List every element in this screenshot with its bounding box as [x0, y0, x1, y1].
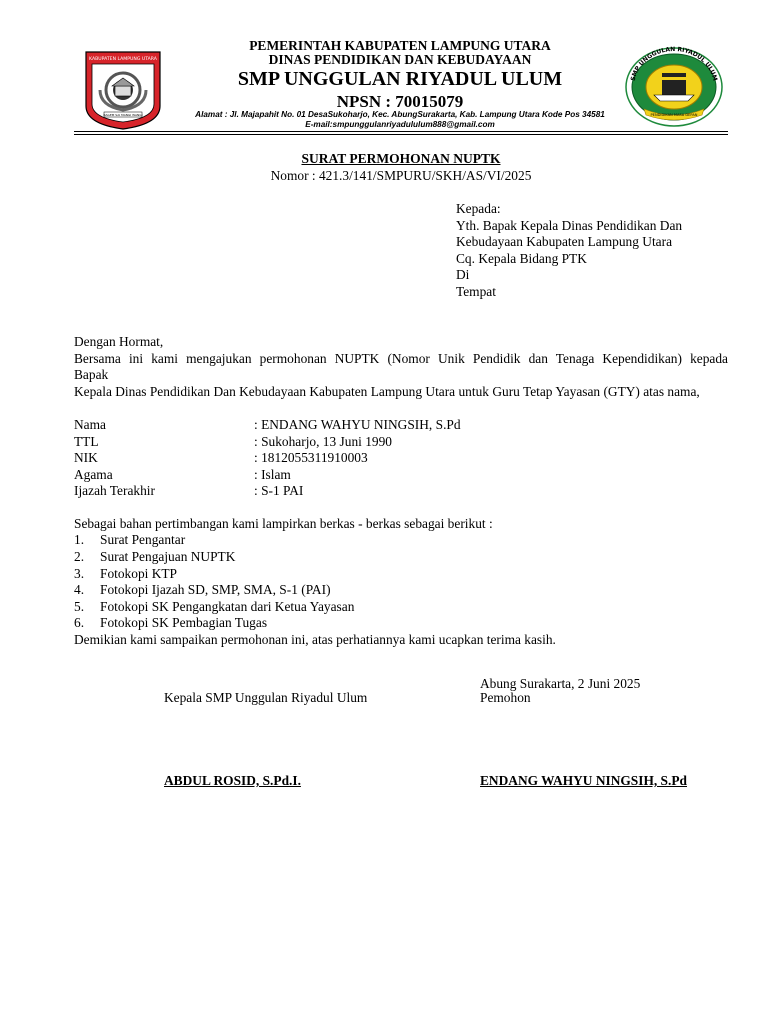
intro-line-2: Bapak — [74, 367, 109, 382]
recipient-line: Kebudayaan Kabupaten Lampung Utara — [456, 234, 673, 250]
list-text: Surat Pengajuan NUPTK — [100, 549, 236, 564]
recipient-block — [456, 201, 736, 301]
field-value: : S-1 PAI — [254, 483, 304, 498]
list-number: 2. — [74, 549, 85, 564]
letterhead-address: Alamat : Jl. Majapahit No. 01 DesaSukoharjo, Kec. AbungSurakarta, Kab. Lampung Utara Kode Pos 34581 — [195, 110, 605, 119]
field-label: TTL — [74, 434, 99, 449]
list-text: Fotokopi SK Pembagian Tugas — [100, 615, 268, 630]
logo-left-bottom-text: RAGEM SAI MANGI WANGI — [103, 113, 143, 117]
letterhead-npsn: NPSN : 70015079 — [336, 92, 464, 111]
field-row-nik — [74, 450, 674, 467]
field-value: : ENDANG WAHYU NINGSIH, S.Pd — [254, 417, 461, 432]
recipient-line: Tempat — [456, 283, 496, 299]
letterhead-divider — [74, 131, 728, 132]
logo-right-top-text: SMP UNGGULAN RIYADUL ULUM — [629, 45, 719, 82]
field-row-nama — [74, 417, 674, 434]
letterhead-department: DINAS PENDIDIKAN DAN KEBUDAYAAN — [268, 52, 532, 67]
letter-number: Nomor : 421.3/141/SMPURU/SKH/AS/VI/2025 — [270, 168, 532, 183]
list-item — [74, 532, 674, 549]
list-number: 5. — [74, 599, 85, 614]
list-text: Surat Pengantar — [100, 532, 186, 547]
salutation: Dengan Hormat, — [74, 334, 164, 349]
left-signer-name: ABDUL ROSID, S.Pd.I. — [164, 773, 301, 788]
list-number: 1. — [74, 532, 85, 547]
field-value: : Sukoharjo, 13 Juni 1990 — [254, 434, 392, 449]
letterhead-government: PEMERINTAH KABUPATEN LAMPUNG UTARA — [249, 38, 551, 53]
field-label: Ijazah Terakhir — [74, 483, 155, 498]
intro-line-3: Kepala Dinas Pendidikan Dan Kebudayaan Kabupaten Lampung Utara untuk Guru Tetap Yayasan (GTY) atas nama, — [74, 384, 700, 399]
attachments-intro: Sebagai bahan pertimbangan kami lampirkan berkas - berkas sebagai berikut : — [74, 516, 493, 531]
field-label: Nama — [74, 417, 106, 432]
list-text: Fotokopi KTP — [100, 566, 178, 581]
list-number: 6. — [74, 615, 85, 630]
list-item — [74, 582, 674, 599]
field-label: NIK — [74, 450, 98, 465]
letterhead-divider-double — [74, 134, 728, 135]
recipient-line: Kepada: — [456, 201, 501, 216]
field-row-agama — [74, 467, 674, 484]
list-text: Fotokopi SK Pengangkatan dari Ketua Yayasan — [100, 599, 355, 614]
left-signer-role: Kepala SMP Unggulan Riyadul Ulum — [164, 690, 368, 705]
recipient-line: Di — [456, 267, 470, 283]
place-date: Abung Surakarta, 2 Juni 2025 — [480, 676, 641, 691]
letterhead-school-name: SMP UNGGULAN RIYADUL ULUM — [237, 68, 563, 90]
field-label: Agama — [74, 467, 113, 482]
logo-right-bottom-text: PENDIDIKAN MASA DEPAN — [650, 113, 698, 117]
field-row-ttl — [74, 434, 674, 451]
list-number: 3. — [74, 566, 85, 581]
intro-line-1: Bersama ini kami mengajukan permohonan NUPTK (Nomor Unik Pendidik dan Tenaga Kependidikan) kepada — [74, 351, 728, 366]
list-item — [74, 599, 674, 616]
right-signer-role: Pemohon — [480, 690, 531, 705]
field-value: : 1812055311910003 — [254, 450, 368, 465]
list-item — [74, 566, 674, 583]
list-number: 4. — [74, 582, 85, 597]
closing-sentence: Demikian kami sampaikan permohonan ini, atas perhatiannya kami ucapkan terima kasih. — [74, 632, 556, 647]
letter-title: SURAT PERMOHONAN NUPTK — [301, 151, 501, 166]
field-value: : Islam — [254, 467, 291, 482]
list-item — [74, 615, 674, 632]
right-signer-name: ENDANG WAHYU NINGSIH, S.Pd — [480, 773, 687, 788]
list-item — [74, 549, 674, 566]
field-row-ijazah — [74, 483, 674, 500]
list-text: Fotokopi Ijazah SD, SMP, SMA, S-1 (PAI) — [100, 582, 331, 597]
letterhead-email: E-mail:smpunggulanriyadululum888@gmail.com — [305, 120, 495, 129]
recipient-line: Yth. Bapak Kepala Dinas Pendidikan Dan — [456, 217, 683, 233]
logo-left-top-text: KABUPATEN LAMPUNG UTARA — [89, 57, 157, 62]
recipient-line: Cq. Kepala Bidang PTK — [456, 250, 587, 266]
